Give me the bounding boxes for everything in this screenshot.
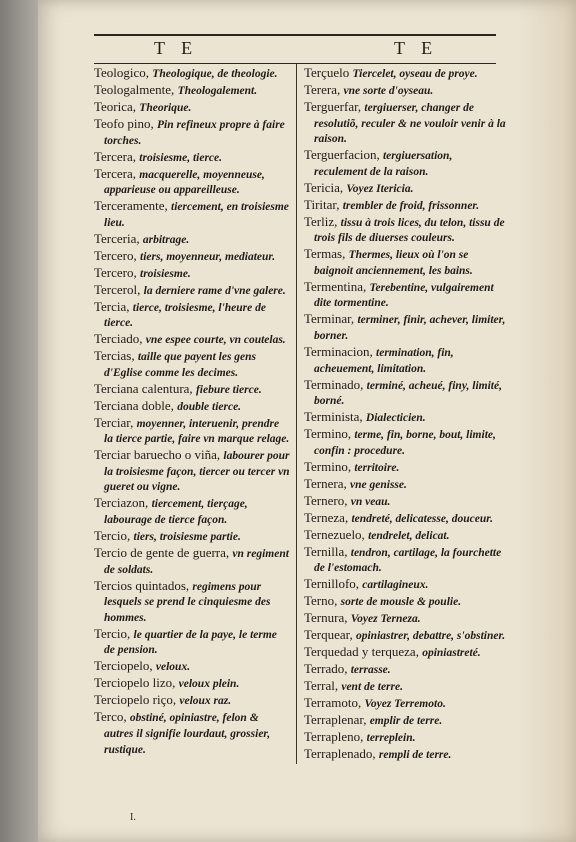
dictionary-entry <box>94 167 290 198</box>
entry-definition: tiercement, en troisiesme lieu. <box>104 201 289 229</box>
entry-headword: Terno, <box>304 593 338 609</box>
entry-headword: Ternillofo, <box>304 576 360 592</box>
entry-definition: la derniere rame d'vne galere. <box>143 284 286 297</box>
entry-definition: terme, fin, borne, bout, limite, confin : procedure. <box>314 429 496 457</box>
entry-definition: troisiesme, tierce. <box>139 151 222 164</box>
entry-definition: Voyez Terremoto. <box>364 698 446 711</box>
entry-definition: regimens pour lesquels se prend le cinquiesme des hommes. <box>104 580 271 624</box>
dictionary-entry <box>94 66 290 82</box>
entry-headword: Tercias, <box>94 348 135 364</box>
entry-headword: Tiritar, <box>304 196 340 212</box>
dictionary-entry <box>304 198 506 214</box>
entry-definition: tiers, moyenneur, mediateur. <box>140 250 276 263</box>
entry-definition: fiebure tierce. <box>195 383 262 396</box>
dictionary-entry <box>304 730 506 746</box>
dictionary-entry <box>304 148 506 179</box>
dictionary-entry <box>94 546 290 577</box>
dictionary-entry <box>304 410 506 426</box>
entry-headword: Termino, <box>304 426 352 442</box>
entry-headword: Terraplenado, <box>304 746 376 762</box>
entry-definition: vn regiment de soldats. <box>104 548 289 576</box>
entry-headword: Terminista, <box>304 409 363 425</box>
entry-headword: Terciana calentura, <box>94 380 193 396</box>
dictionary-entry <box>304 312 506 343</box>
entry-headword: Terral, <box>304 678 339 694</box>
binding-shadow <box>0 0 38 842</box>
entry-definition: opiniastrer, debattre, s'obstiner. <box>355 630 506 643</box>
column-divider <box>296 64 297 764</box>
entry-headword: Terceramente, <box>94 198 168 214</box>
dictionary-entry <box>304 645 506 661</box>
dictionary-entry <box>94 710 290 757</box>
entry-definition: Dialecticien. <box>365 412 426 425</box>
entry-definition: tiers, troisiesme partie. <box>133 531 241 544</box>
dictionary-entry <box>94 100 290 116</box>
entry-headword: Ternilla, <box>304 543 348 559</box>
entry-definition: vne sorte d'oyseau. <box>343 84 434 97</box>
dictionary-entry <box>304 594 506 610</box>
entry-headword: Terminacion, <box>304 344 373 359</box>
entry-headword: Terciopelo riço, <box>94 692 177 708</box>
dictionary-entry <box>304 528 506 544</box>
entry-definition: territoire. <box>354 461 400 474</box>
dictionary-entry <box>304 696 506 712</box>
entry-headword: Terminar, <box>304 311 355 327</box>
entry-definition: vne espee courte, vn coutelas. <box>145 334 286 347</box>
entry-headword: Tercio de gente de guerra, <box>94 545 230 561</box>
entry-headword: Terneza, <box>304 509 349 525</box>
entry-headword: Terciopelo, <box>94 658 153 674</box>
dictionary-entry <box>94 249 290 265</box>
entry-definition: Pin refineux propre à faire torches. <box>104 118 285 147</box>
dictionary-entry <box>304 611 506 627</box>
entry-headword: Terraplenar, <box>304 712 367 728</box>
entry-definition: tergiuerser, changer de resolutiõ, reculer & ne vouloir venir à la raison. <box>314 101 506 146</box>
entry-headword: Terrapleno, <box>304 729 364 745</box>
dictionary-entry <box>304 215 506 246</box>
right-column <box>304 66 506 764</box>
entry-definition: sorte de mousle & poulie. <box>340 596 462 609</box>
entry-definition: tergiuersation, reculement de la raison. <box>314 150 453 178</box>
entry-definition: cartilagineux. <box>362 579 429 592</box>
entry-definition: Theorique. <box>139 101 192 114</box>
dictionary-entry <box>94 150 290 166</box>
entry-headword: Termas, <box>304 246 346 262</box>
entry-definition: Voyez Terneza. <box>350 613 421 626</box>
dictionary-entry <box>94 266 290 282</box>
entry-definition: veloux plein. <box>178 678 240 691</box>
entry-headword: Termentina, <box>304 278 367 294</box>
entry-definition: troisiesme. <box>140 267 191 280</box>
entry-headword: Ternero, <box>304 492 348 508</box>
dictionary-entry <box>94 332 290 348</box>
page-edge-shading <box>518 0 576 842</box>
signature-mark: I. <box>130 812 136 823</box>
entry-headword: Ternera, <box>304 475 347 491</box>
entry-headword: Tercero, <box>94 264 137 280</box>
entry-headword: Terrado, <box>304 661 348 677</box>
entry-definition: le quartier de la paye, le terme de pension. <box>104 628 277 657</box>
entry-definition: rempli de terre. <box>378 749 452 762</box>
entry-headword: Tercio, <box>94 528 131 544</box>
entry-headword: Ternura, <box>304 610 348 626</box>
entry-headword: Teorica, <box>94 98 137 114</box>
entry-headword: Terciana doble, <box>94 397 174 413</box>
entry-headword: Tercio, <box>94 625 131 641</box>
entry-definition: terrasse. <box>350 664 391 677</box>
entry-definition: terminé, acheué, finy, limité, borné. <box>314 379 502 408</box>
entry-definition: veloux. <box>155 661 191 674</box>
entry-definition: Theologalement. <box>177 84 258 97</box>
dictionary-entry <box>94 627 290 658</box>
entry-headword: Teologalmente, <box>94 81 175 97</box>
dictionary-entry <box>94 496 290 527</box>
entry-headword: Teofo pino, <box>94 115 154 131</box>
entry-headword: Tercera, <box>94 148 137 164</box>
entry-definition: tendrelet, delicat. <box>368 529 450 542</box>
entry-headword: Terceria, <box>94 230 140 246</box>
header-left: T E <box>154 38 199 58</box>
entry-headword: Terco, <box>94 709 127 725</box>
entry-headword: Terliz, <box>304 213 338 229</box>
entry-definition: veloux raz. <box>179 695 232 708</box>
entry-definition: Terebentine, vulgairement dite tormentine. <box>314 281 494 310</box>
dictionary-entry <box>94 399 290 415</box>
entry-definition: tiercement, tierçage, labourage de tierce façon. <box>104 498 248 527</box>
entry-definition: termination, fin, acheuement, limitation. <box>314 347 454 375</box>
entry-definition: tissu à trois lices, du telon, tissu de trois fils de diuerses couleurs. <box>314 216 505 245</box>
entry-headword: Terquear, <box>304 627 353 643</box>
entry-definition: arbitrage. <box>142 233 190 246</box>
dictionary-entry <box>94 83 290 99</box>
header-right: T E <box>394 38 439 58</box>
dictionary-entry <box>304 494 506 510</box>
dictionary-entry <box>94 283 290 299</box>
dictionary-entry <box>304 679 506 695</box>
entry-definition: tendron, cartilage, la fourchette de l'estomach. <box>314 546 502 575</box>
dictionary-entry <box>94 579 290 626</box>
dictionary-entry <box>304 100 506 147</box>
dictionary-entry <box>304 628 506 644</box>
entry-definition: tierce, troisiesme, l'heure de tierce. <box>104 301 266 330</box>
dictionary-entry <box>304 545 506 576</box>
entry-headword: Terramoto, <box>304 695 362 711</box>
entry-definition: Thermes, lieux où l'on se baignoit anciennement, les bains. <box>314 249 473 277</box>
entry-headword: Terguerfar, <box>304 98 362 114</box>
dictionary-entry <box>304 747 506 763</box>
dictionary-entry <box>304 83 506 99</box>
entry-definition: emplir de terre. <box>369 715 443 728</box>
entry-definition: Tiercelet, oyseau de proye. <box>352 68 478 80</box>
dictionary-entry <box>304 181 506 197</box>
entry-definition: vn veau. <box>350 495 391 508</box>
entry-headword: Terciar, <box>94 414 134 430</box>
entry-headword: Ternezuelo, <box>304 526 365 542</box>
dictionary-entry <box>304 511 506 527</box>
entry-headword: Terciar baruecho o viña, <box>94 447 221 463</box>
entry-definition: vne genisse. <box>350 478 407 491</box>
dictionary-entry <box>304 460 506 476</box>
dictionary-entry <box>304 477 506 493</box>
entry-headword: Terciazon, <box>94 495 149 511</box>
entry-headword: Tercia, <box>94 298 130 314</box>
dictionary-entry <box>94 117 290 148</box>
entry-definition: labourer pour la troisiesme façon, tiercer ou tercer vn gueret ou vigne. <box>104 450 290 494</box>
dictionary-entry <box>94 693 290 709</box>
entry-definition: macquerelle, moyenneuse, apparieuse ou appareilleuse. <box>104 168 265 197</box>
entry-headword: Terquedad y terqueza, <box>304 644 419 660</box>
entry-definition: terreplein. <box>366 732 416 745</box>
entry-definition: trembler de froid, frissonner. <box>342 199 480 212</box>
dictionary-entry <box>304 247 506 278</box>
dictionary-entry <box>94 199 290 230</box>
left-column <box>94 66 290 758</box>
dictionary-entry <box>94 676 290 692</box>
entry-headword: Terguerfacion, <box>304 147 380 163</box>
dictionary-entry <box>304 345 506 376</box>
entry-headword: Tercerol, <box>94 281 141 297</box>
entry-headword: Tercios quintados, <box>94 577 190 593</box>
entry-definition: terminer, finir, achever, limiter, borner. <box>314 314 506 343</box>
dictionary-entry <box>304 427 506 458</box>
entry-headword: Terçuelo <box>304 65 350 80</box>
running-header <box>94 38 496 60</box>
dictionary-entry <box>304 662 506 678</box>
dictionary-entry <box>94 382 290 398</box>
dictionary-entry <box>94 448 290 495</box>
entry-headword: Terminado, <box>304 376 364 392</box>
entry-definition: moyenner, interuenir, prendre la tierce partie, faire vn marque relage. <box>104 417 290 446</box>
dictionary-entry <box>94 349 290 380</box>
header-rule <box>94 63 496 64</box>
dictionary-entry <box>94 232 290 248</box>
dictionary-entry <box>94 529 290 545</box>
entry-headword: Teologico, <box>94 65 150 80</box>
dictionary-entry <box>94 300 290 331</box>
entry-headword: Terciopelo lizo, <box>94 675 176 691</box>
dictionary-entry <box>304 713 506 729</box>
entry-definition: double tierce. <box>177 400 242 413</box>
dictionary-entry <box>304 66 506 82</box>
entry-definition: obstiné, opiniastre, felon & autres il signifie lourdaut, grossier, rustique. <box>104 712 271 756</box>
dictionary-entry <box>94 416 290 447</box>
entry-definition: tendreté, delicatesse, douceur. <box>351 512 493 525</box>
entry-definition: Theologique, de theologie. <box>152 68 278 80</box>
entry-headword: Terciado, <box>94 331 143 347</box>
entry-definition: opiniastreté. <box>422 647 481 660</box>
entry-headword: Termino, <box>304 458 352 474</box>
top-rule <box>94 34 496 36</box>
entry-headword: Tericia, <box>304 179 344 195</box>
dictionary-entry <box>304 280 506 311</box>
entry-definition: Voyez Itericia. <box>346 182 414 195</box>
entry-headword: Tercera, <box>94 165 137 181</box>
entry-headword: Terera, <box>304 81 341 97</box>
dictionary-entry <box>304 577 506 593</box>
dictionary-entry <box>94 659 290 675</box>
entry-definition: taille que payent les gens d'Eglise comme les decimes. <box>104 351 257 379</box>
entry-headword: Tercero, <box>94 247 137 263</box>
entry-definition: vent de terre. <box>341 681 403 694</box>
dictionary-entry <box>304 378 506 409</box>
